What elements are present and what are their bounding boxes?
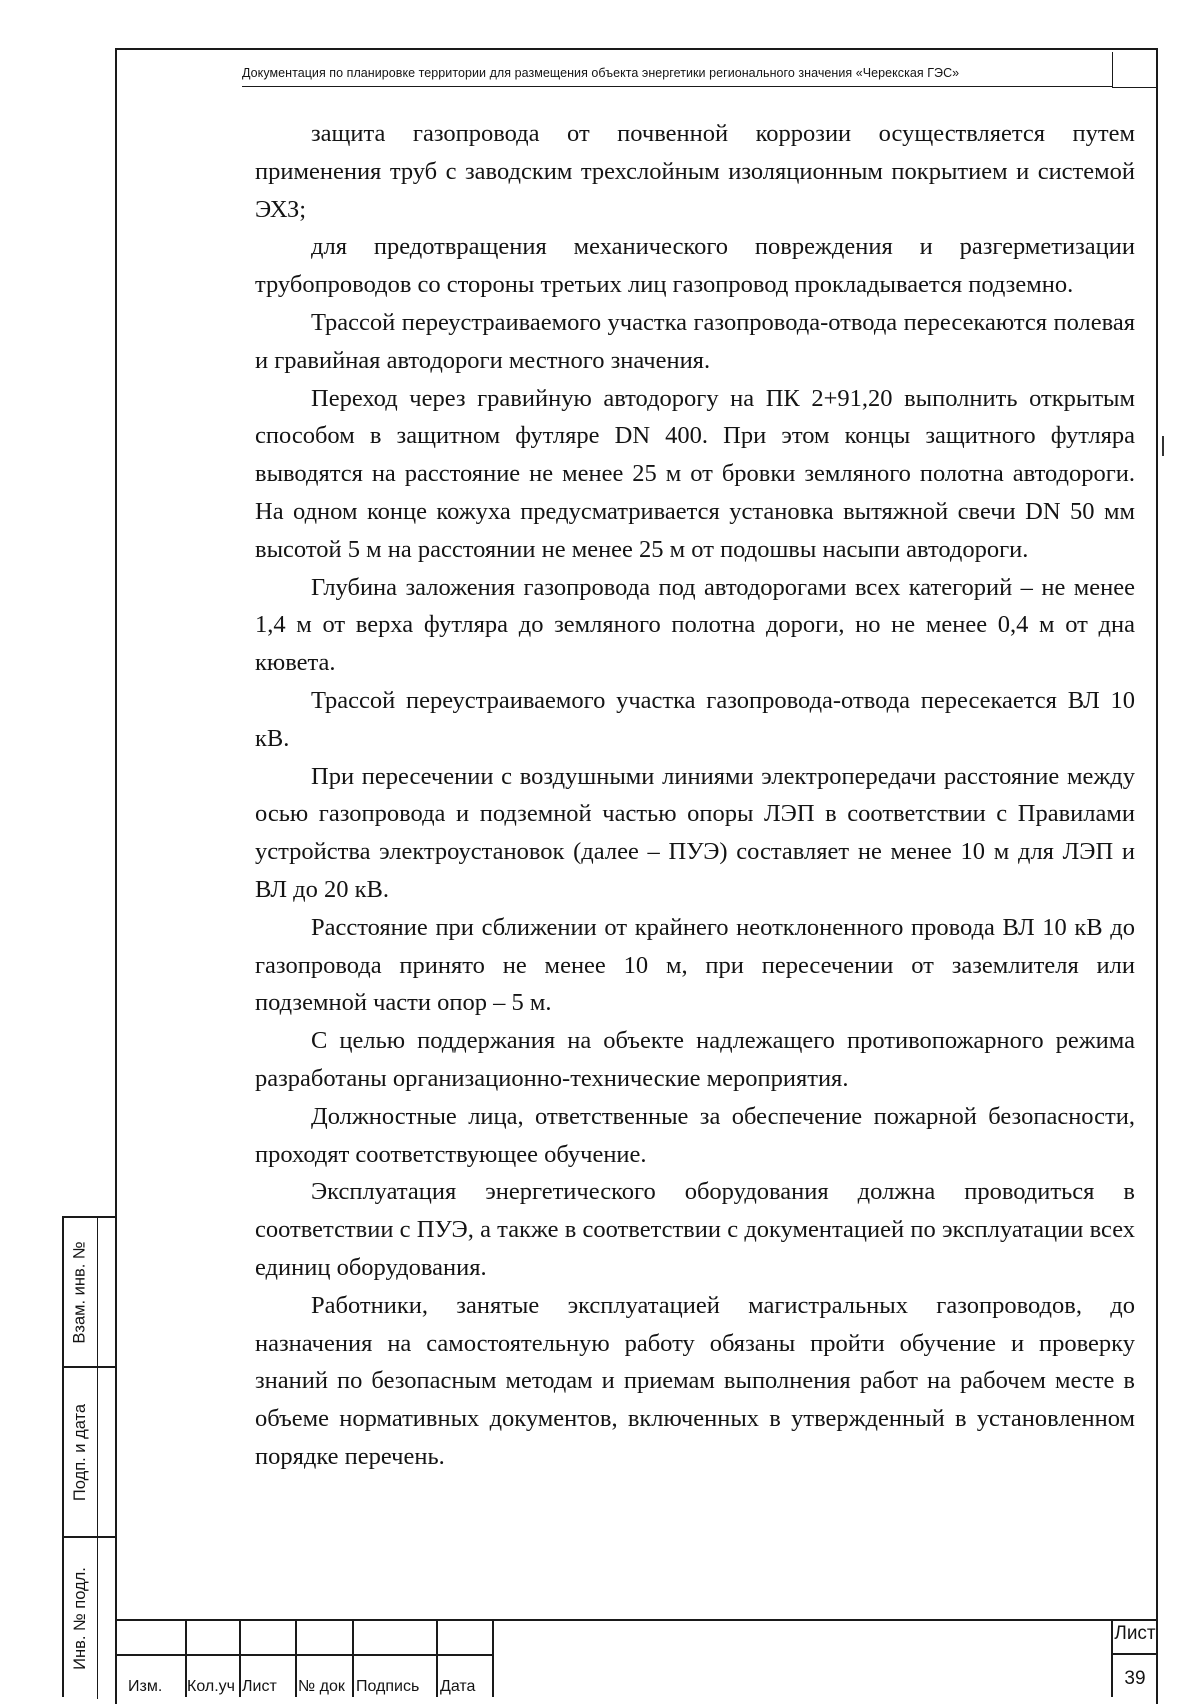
paragraph: С целью поддержания на объекте надлежащего противопожарного режима разработаны организационно-технические мероприятия. bbox=[255, 1027, 1135, 1092]
title-block-col-doc-no: № док bbox=[298, 1678, 345, 1695]
margin-cell-replacement-inv bbox=[64, 1218, 115, 1368]
paragraph: При пересечении с воздушными линиями электропередачи расстояние между осью газопровода и подземной частью опоры ЛЭП в соответствии с Правилами устройства электроустановок (далее – ПУЭ) составляет не менее 10 м для ЛЭП и ВЛ до 20 кВ. bbox=[255, 762, 1135, 903]
sheet-number: 39 bbox=[1124, 1668, 1146, 1689]
title-block-col-signature: Подпись bbox=[356, 1678, 420, 1695]
paragraph: Работники, занятые эксплуатацией магистральных газопроводов, до назначения на самостоятельную работу обязаны пройти обучение и проверку знаний по безопасным методам и приемам выполнения работ на рабочем месте в объеме нормативных документов, включенных в утвержденный в установленном порядке перечень. bbox=[255, 1291, 1135, 1470]
margin-cell-signature-date bbox=[64, 1368, 115, 1538]
title-block-col-date: Дата bbox=[440, 1678, 476, 1695]
margin-label-original-inv: Инв. № подл. bbox=[71, 1567, 89, 1670]
title-block-col-sheet: Лист bbox=[242, 1678, 277, 1695]
paragraph: для предотвращения механического повреждения и разгерметизации трубопроводов со стороны третьих лиц газопровод прокладывается подземно. bbox=[255, 233, 1135, 299]
header-corner-box bbox=[1112, 52, 1156, 88]
document-body bbox=[255, 115, 1135, 1476]
title-block-col-qty: Кол.уч bbox=[187, 1678, 235, 1695]
title-block-col-change: Изм. bbox=[128, 1678, 163, 1695]
sheet-label: Лист bbox=[1114, 1623, 1156, 1644]
paragraph: Глубина заложения газопровода под автодорогами всех категорий – не менее 1,4 м от верха футляра до земляного полотна дороги, но не менее 0,4 м от дна кювета. bbox=[255, 573, 1135, 677]
paragraph: Трассой переустраиваемого участка газопровода-отвода пересекается ВЛ 10 кВ. bbox=[255, 686, 1135, 752]
paragraph: Переход через гравийную автодорогу на ПК 2+91,20 выполнить открытым способом в защитном футляре DN 400. При этом концы защитного футляра выводятся на расстояние не менее 25 м от бровки земляного полотна автодороги. На одном конце кожуха предусматривается установка вытяжной свечи DN 50 мм высотой 5 м на расстоянии не менее 25 м от подошвы насыпи автодороги. bbox=[255, 384, 1135, 563]
paragraph: Должностные лица, ответственные за обеспечение пожарной безопасности, проходят соответствующее обучение. bbox=[255, 1102, 1135, 1168]
paragraph: Трассой переустраиваемого участка газопровода-отвода пересекаются полевая и гравийная автодороги местного значения. bbox=[255, 308, 1135, 374]
paragraph: Расстояние при сближении от крайнего неотклоненного провода ВЛ 10 кВ до газопровода принято не менее 10 м, при пересечении от заземлителя или подземной части опор – 5 м. bbox=[255, 913, 1135, 1017]
header-divider bbox=[242, 86, 1112, 87]
paragraph: защита газопровода от почвенной коррозии осуществляется путем применения труб с заводским трехслойным изоляционным покрытием и системой ЭХЗ; bbox=[255, 120, 1135, 223]
margin-label-replacement-inv: Взам. инв. № bbox=[71, 1240, 90, 1344]
scan-mark bbox=[1162, 436, 1164, 456]
paragraph: Эксплуатация энергетического оборудования должна проводиться в соответствии с ПУЭ, а также в соответствии с документацией по эксплуатации всех единиц оборудования. bbox=[255, 1178, 1135, 1281]
document-header-title: Документация по планировке территории для размещения объекта энергетики регионального значения «Черекская ГЭС» bbox=[242, 66, 960, 80]
margin-label-signature-date: Подп. и дата bbox=[71, 1403, 90, 1501]
margin-cell-original-inv bbox=[64, 1538, 115, 1699]
margin-stamp bbox=[62, 1216, 115, 1697]
